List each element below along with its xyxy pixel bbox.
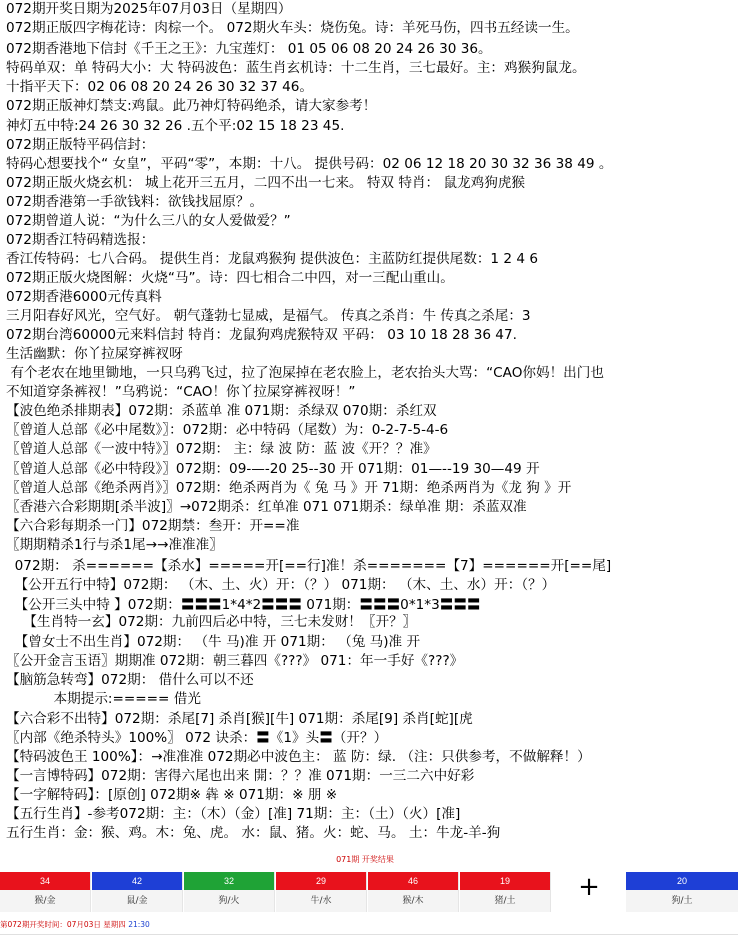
- ball-number: 20: [626, 872, 738, 890]
- text-line: 【脑筋急转弯】072期： 借什么可以不还: [6, 672, 254, 688]
- text-line: 【公开五行中特】072期： （木、土、火）开：（？） 071期： （木、土、水）开：（？）: [6, 577, 556, 593]
- text-line: 特码心想要找个“ 女皇”，平码“零”，本期：十八。 提供号码：02 06 12 18 20 30 32 36 38 49 。: [6, 156, 613, 172]
- result-ball: [92, 872, 183, 912]
- special-ball: [626, 872, 738, 912]
- text-line: 〖曾道人总部《绝杀两肖》〗072期：绝杀两肖为《 兔 马 》开 71期：绝杀两肖为《龙 狗 》开: [6, 480, 572, 496]
- text-line: 072期正版火烧玄机： 城上花开三五月，二四不出一七来。 特双 特肖： 鼠龙鸡狗虎猴: [6, 175, 526, 191]
- ball-number: 34: [0, 872, 90, 890]
- ball-zodiac: 狗/土: [626, 890, 738, 912]
- text-line: 072期台湾60000元来料信封 特肖：龙鼠狗鸡虎猴特双 平码： 03 10 18 28 36 47.: [6, 327, 517, 343]
- text-line: 〖期期精杀1行与杀1尾→→准准准〗: [6, 537, 223, 553]
- text-line: 072期香江特码精选报：: [6, 232, 155, 248]
- text-line: 〖内部《绝杀特头》100%〗 072 诀杀：〓《1》头〓（开？）: [6, 730, 388, 746]
- result-ball: [460, 872, 551, 912]
- ball-number: 29: [276, 872, 366, 890]
- ball-zodiac: 猴/金: [0, 890, 90, 912]
- ball-number: 19: [460, 872, 550, 890]
- text-line: 072期香港地下信封《千王之王》：九宝莲灯： 01 05 06 08 20 24 26 30 36。: [6, 41, 492, 57]
- results-title: 071期 开奖结果: [336, 855, 394, 864]
- ball-zodiac: 牛/水: [276, 890, 366, 912]
- text-line: 〖曾道人总部《一波中特》〗072期： 主：绿 波 防：蓝 波《开？？准》: [6, 441, 437, 457]
- text-line: 生活幽默：你丫拉屎穿裤衩呀: [6, 346, 183, 362]
- text-line: 〖公开金言玉语〗期期准 072期：朝三暮四《???》 071：年一手好《???》: [6, 653, 464, 669]
- text-line: 【特码波色王 100%】：→准准准 072期必中波色主： 蓝 防：绿. （注：只供参考，不做解释！）: [6, 749, 591, 765]
- text-line: 072期香港6000元传真料: [6, 289, 162, 305]
- text-line: 〖香港六合彩期期[杀半波]〗→072期杀：红单准 071 071期杀：绿单准 期：杀蓝双准: [6, 499, 527, 515]
- divider: [0, 934, 738, 935]
- text-line: 072期香港第一手欲钱料：欲钱找屈原？。: [6, 194, 264, 210]
- text-line: 072期正版四字梅花诗：肉棕一个。 072期火车头：烧伤兔。诗：羊死马伤，四书五经读一生。: [6, 20, 579, 36]
- result-ball: [368, 872, 459, 912]
- text-line: 〖曾道人总部《必中特段》〗072期：09-—-20 25--30 开 071期：01—--19 30—49 开: [6, 461, 540, 477]
- ball-zodiac: 鼠/金: [92, 890, 182, 912]
- ball-number: 46: [368, 872, 458, 890]
- text-line: 有个老农在地里锄地，一只乌鸦飞过，拉了泡屎掉在老农脸上，老农抬头大骂：“CAO你妈！出门也: [6, 365, 604, 381]
- text-line: 本期提示:===== 借光: [6, 691, 201, 707]
- text-line: 072期开奖日期为2025年07月03日（星期四）: [6, 1, 292, 17]
- text-line: 〖曾道人总部《必中尾数》〗：072期：必中特码（尾数）为：0-2-7-5-4-6: [6, 422, 449, 438]
- text-line: 香江传特码：七八合码。 提供生肖：龙鼠鸡猴狗 提供波色：主蓝防红提供尾数：1 2 4 6: [6, 251, 538, 267]
- result-ball: [0, 872, 91, 912]
- text-line: 【波色绝杀排期表】072期：杀蓝单 准 071期：杀绿双 070期：杀红双: [6, 403, 437, 419]
- text-line: 【曾女士不出生肖】072期： （牛 马)准 开 071期： （兔 马)准 开: [6, 634, 421, 650]
- text-line: 072期正版特平码信封：: [6, 137, 155, 153]
- text-line: 神灯五中特:24 26 30 32 26 .五个平:02 15 18 23 45.: [6, 118, 345, 134]
- ball-zodiac: 猴/木: [368, 890, 458, 912]
- text-line: 【六合彩每期杀一门】072期禁：叁开：开==准: [6, 518, 300, 534]
- result-ball: [276, 872, 367, 912]
- text-line: 【一言博特码】072期：害得六尾也出来 開：？？准 071期：一三二六中好彩: [6, 768, 475, 784]
- text-line: 【公开三头中特 】072期：〓〓〓1*4*2〓〓〓 071期：〓〓〓0*1*3〓〓〓: [6, 597, 481, 613]
- results-row: [0, 872, 738, 912]
- result-ball: [184, 872, 275, 912]
- text-line: 【六合彩不出特】072期：杀尾[7] 杀肖[猴][牛] 071期：杀尾[9] 杀肖[蛇][虎: [6, 711, 473, 727]
- ball-zodiac: 狗/火: [184, 890, 274, 912]
- text-line: 【一字解特码】：[原创] 072期※ 犇 ※ 071期：※ 朋 ※: [6, 787, 338, 803]
- draw-time-label: 第072期开奖时间：07月03日 星期四: [0, 920, 126, 929]
- text-line: 不知道穿条裤衩！”乌鸦说：“CAO！你丫拉屎穿裤衩呀！”: [6, 384, 356, 400]
- text-line: 十指平天下：02 06 08 20 24 26 30 32 37 46。: [6, 79, 314, 95]
- text-line: 072期正版神灯禁支:鸡鼠。此乃神灯特码绝杀，请大家参考！: [6, 98, 377, 114]
- draw-time-footer: [0, 918, 150, 932]
- text-line: 072期： 杀======【杀水】=====开[==行]准！杀=======【7】======开[==尾]: [6, 558, 612, 574]
- plus-sign: +: [578, 872, 600, 902]
- draw-time-value: 21:30: [128, 920, 150, 929]
- text-line: 特码单双：单 特码大小：大 特码波色：蓝生肖玄机诗：十二生肖，三七最好。主：鸡猴狗鼠龙。: [6, 60, 586, 76]
- text-line: 五行生肖：金：猴、鸡。木：兔、虎。 水：鼠、猪。火：蛇、马。 土：牛龙-羊-狗: [6, 825, 501, 841]
- text-line: 【五行生肖】-参考072期：主：（木）（金）[准] 71期：主：（土）（火）[准]: [6, 806, 461, 822]
- ball-number: 42: [92, 872, 182, 890]
- text-line: 三月阳春好风光，空气好。 朝气蓬勃七显威，是福气。 传真之杀肖：牛 传真之杀尾：3: [6, 308, 531, 324]
- ball-zodiac: 猪/土: [460, 890, 550, 912]
- text-line: 【生肖特一玄】072期：九前四后必中特，三七未发财！〖开？〗: [6, 614, 417, 630]
- ball-number: 32: [184, 872, 274, 890]
- text-line: 072期正版火烧图解：火烧“马”。诗：四七相合二中四，对一三配山重山。: [6, 270, 454, 286]
- text-line: 072期曾道人说：“为什么三八的女人爱做爱？”: [6, 213, 291, 229]
